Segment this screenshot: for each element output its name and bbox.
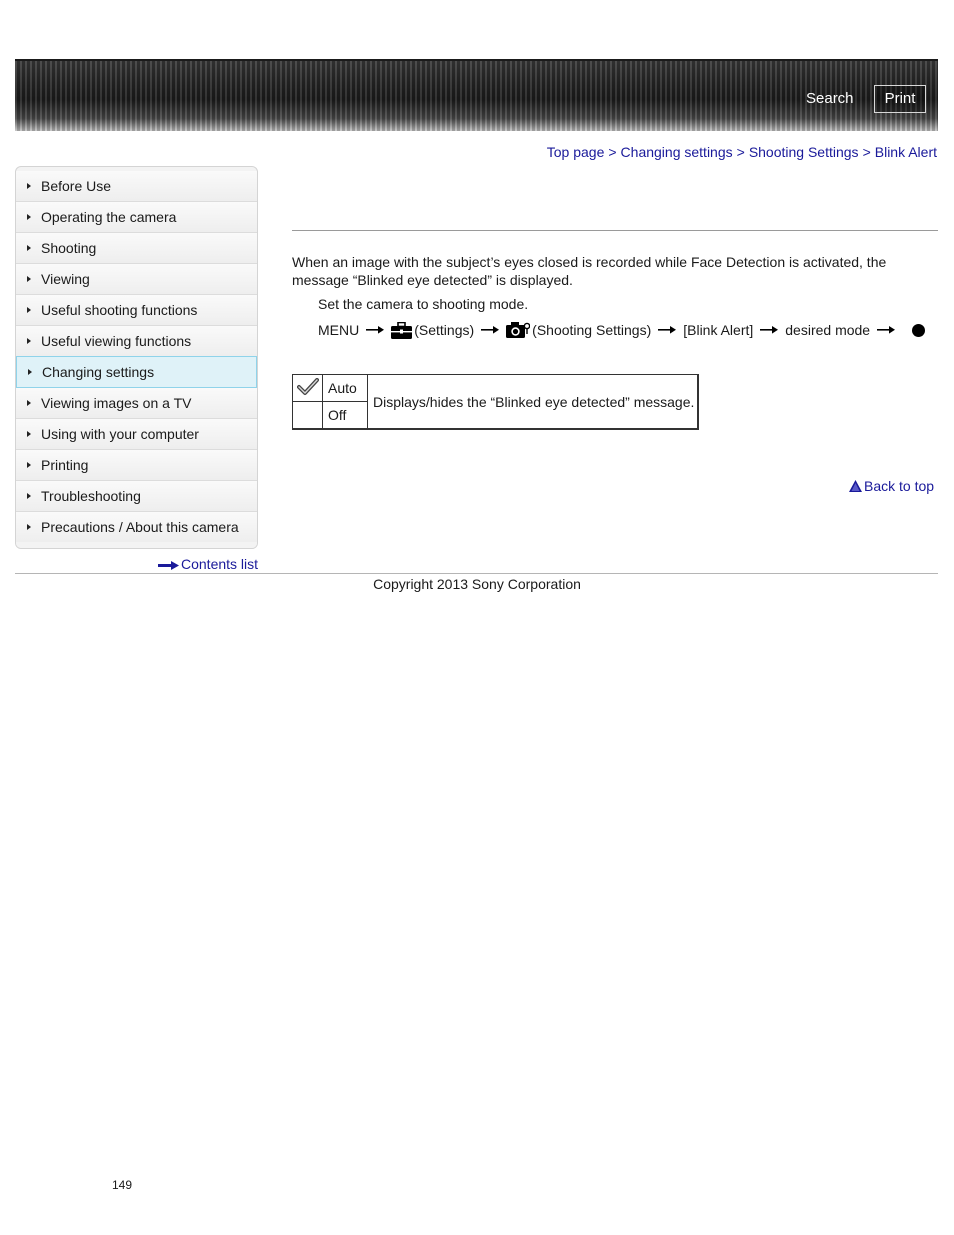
sidebar-item-useful-shooting-functions[interactable] (16, 295, 257, 326)
desired-mode-label: desired mode (785, 322, 871, 338)
triangle-up-icon (849, 480, 862, 492)
filled-circle-icon (912, 324, 925, 337)
caret-right-icon (27, 493, 31, 499)
copyright-text: Copyright 2013 Sony Corporation (373, 576, 581, 592)
sidebar-item-label: Operating the camera (41, 209, 177, 225)
default-marker-cell (293, 402, 323, 430)
sidebar-item-printing[interactable] (16, 450, 257, 481)
print-button[interactable]: Print (874, 85, 926, 113)
arrow-right-icon (158, 561, 179, 570)
sidebar-item-label: Useful viewing functions (41, 333, 192, 349)
sidebar-item-label: Useful shooting functions (41, 302, 198, 318)
sidebar-item-shooting[interactable] (16, 233, 257, 264)
default-marker-cell (293, 375, 323, 402)
arrow-right-icon (877, 326, 895, 334)
sidebar-item-using-with-your-computer[interactable] (16, 419, 257, 450)
breadcrumb-separator: > (736, 144, 745, 160)
sidebar-item-precautions[interactable] (16, 512, 257, 542)
menu-label: MENU (318, 322, 360, 338)
toolbox-icon (391, 322, 412, 339)
sidebar-item-label: Changing settings (42, 364, 155, 380)
contents-list-label: Contents list (181, 556, 259, 572)
back-to-top-label: Back to top (864, 478, 935, 494)
camera-icon (506, 321, 530, 339)
sidebar-item-before-use[interactable] (16, 171, 257, 202)
blink-alert-item: [Blink Alert] (683, 322, 754, 338)
sidebar-item-viewing[interactable] (16, 264, 257, 295)
caret-right-icon (27, 183, 31, 189)
sidebar-item-label: Printing (41, 457, 89, 473)
search-link[interactable]: Search (806, 90, 854, 107)
sidebar-item-useful-viewing-functions[interactable] (16, 326, 257, 357)
caret-right-icon (27, 338, 31, 344)
caret-right-icon (27, 276, 31, 282)
shooting-settings-label: (Shooting Settings) (532, 322, 652, 338)
breadcrumb-top-page[interactable]: Top page (546, 144, 605, 160)
breadcrumb-separator: > (862, 144, 871, 160)
table-row (293, 375, 699, 402)
breadcrumb-separator: > (608, 144, 617, 160)
caret-right-icon (27, 214, 31, 220)
sidebar-item-label: Troubleshooting (41, 488, 141, 504)
sidebar-item-changing-settings[interactable] (16, 356, 257, 388)
option-name: Off (323, 402, 368, 430)
arrow-right-icon (481, 326, 499, 334)
arrow-right-icon (658, 326, 676, 334)
sidebar-item-operating-the-camera[interactable] (16, 202, 257, 233)
sidebar-item-label: Precautions / About this camera (41, 519, 239, 535)
sidebar-item-label: Using with your computer (41, 426, 199, 442)
breadcrumb-shooting-settings[interactable]: Shooting Settings (748, 144, 859, 160)
caret-right-icon (27, 245, 31, 251)
caret-right-icon (27, 400, 31, 406)
checkmark-icon (297, 378, 319, 396)
page-number: 149 (112, 1178, 133, 1192)
sidebar-item-label: Viewing (41, 271, 90, 287)
title-divider (292, 230, 938, 231)
sidebar-item-label: Viewing images on a TV (41, 395, 192, 411)
breadcrumb (547, 144, 937, 160)
breadcrumb-changing-settings[interactable]: Changing settings (620, 144, 733, 160)
footer-divider (15, 573, 938, 574)
settings-label: (Settings) (414, 322, 475, 338)
back-to-top-link[interactable] (849, 478, 934, 494)
sidebar-nav (15, 166, 258, 549)
options-table (292, 374, 699, 430)
caret-right-icon (27, 462, 31, 468)
caret-right-icon (27, 431, 31, 437)
step-1-text: Set the camera to shooting mode. (318, 296, 529, 312)
sidebar-item-troubleshooting[interactable] (16, 481, 257, 512)
contents-list-link[interactable] (158, 556, 258, 572)
sidebar-item-viewing-images-on-a-tv[interactable] (16, 388, 257, 419)
sidebar-item-label: Shooting (41, 240, 97, 256)
arrow-right-icon (760, 326, 778, 334)
breadcrumb-blink-alert[interactable]: Blink Alert (874, 144, 937, 160)
header-bar (15, 59, 938, 131)
intro-text: When an image with the subject’s eyes closed is recorded while Face Detection is activated, the message “Blinked eye detected” is displayed. (292, 254, 887, 288)
caret-right-icon (27, 524, 31, 530)
caret-right-icon (27, 307, 31, 313)
step-2-menu-path (318, 319, 925, 341)
arrow-right-icon (366, 326, 384, 334)
sidebar-item-label: Before Use (41, 178, 112, 194)
option-name: Auto (323, 375, 368, 402)
caret-right-icon (28, 369, 32, 375)
option-description: Displays/hides the “Blinked eye detected” message. (368, 375, 699, 430)
